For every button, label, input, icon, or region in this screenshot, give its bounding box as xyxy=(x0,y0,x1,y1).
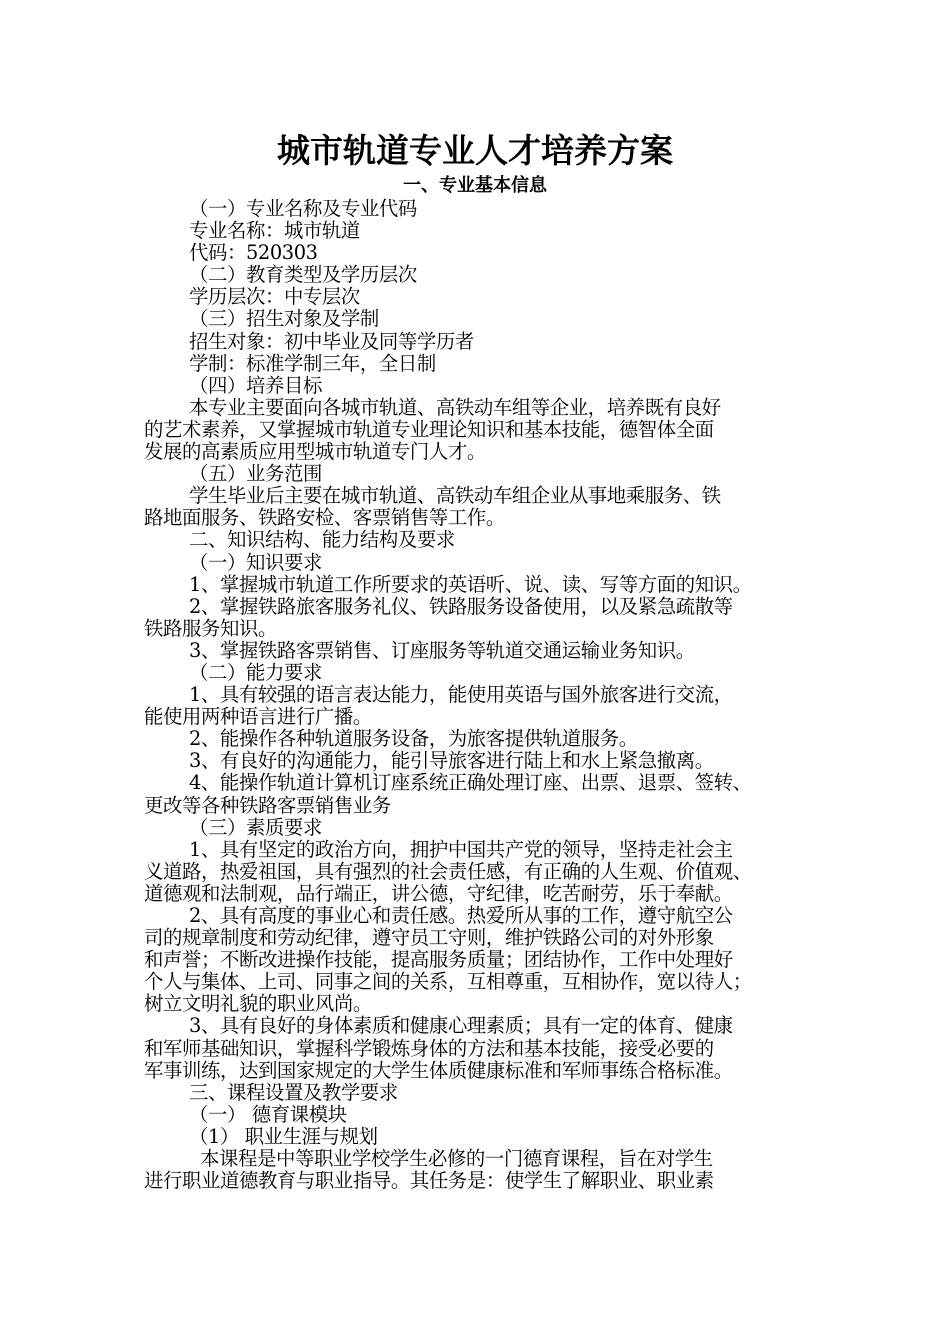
text-line: 2、掌握铁路旅客服务礼仪、铁路服务设备使用，以及紧急疏散等 xyxy=(189,594,733,618)
section-heading: 一、专业基本信息 xyxy=(403,175,547,196)
text-line: （五）业务范围 xyxy=(189,462,322,486)
text-line: 二、知识结构、能力结构及要求 xyxy=(189,528,455,552)
text-line: 代码：520303 xyxy=(189,241,318,265)
text-line: （三）素质要求 xyxy=(189,815,322,839)
text-line: 3、具有良好的身体素质和健康心理素质；具有一定的体育、健康 xyxy=(189,1014,733,1038)
text-line: 个人与集体、上司、同事之间的关系，互相尊重，互相协作，宽以待人； xyxy=(144,970,752,994)
text-line: 3、掌握铁路客票销售、订座服务等轨道交通运输业务知识。 xyxy=(189,638,695,662)
text-line: 铁路服务知识。 xyxy=(144,616,277,640)
text-line: 1、具有较强的语言表达能力，能使用英语与国外旅客进行交流， xyxy=(189,683,733,707)
text-line: （一）知识要求 xyxy=(189,550,322,574)
text-line: 发展的高素质应用型城市轨道专门人才。 xyxy=(144,440,486,464)
text-line: 义道路，热爱祖国，具有强烈的社会责任感，有正确的人生观、价值观、 xyxy=(144,859,752,883)
text-line: （1） 职业生涯与规划 xyxy=(189,1124,378,1148)
text-line: 学历层次：中专层次 xyxy=(189,285,360,309)
text-line: 和声誉；不断改进操作技能，提高服务质量；团结协作，工作中处理好 xyxy=(144,948,733,972)
text-line: （三）招生对象及学制 xyxy=(189,307,379,331)
text-line: 进行职业道德教育与职业指导。其任务是：使学生了解职业、职业素 xyxy=(144,1169,714,1193)
text-line: 4、能操作轨道计算机订座系统正确处理订座、出票、退票、签转、 xyxy=(189,771,752,795)
text-line: 和军师基础知识，掌握科学锻炼身体的方法和基本技能，接受必要的 xyxy=(144,1036,714,1060)
text-line: 2、具有高度的事业心和责任感。热爱所从事的工作，遵守航空公 xyxy=(189,904,733,927)
text-line: 1、掌握城市轨道工作所要求的英语听、说、读、写等方面的知识。 xyxy=(189,572,752,596)
document-title: 城市轨道专业人才培养方案 xyxy=(277,131,673,170)
text-line: 本专业主要面向各城市轨道、高铁动车组等企业，培养既有良好 xyxy=(189,395,721,419)
text-line: （四）培养目标 xyxy=(189,373,322,397)
text-line: 学生毕业后主要在城市轨道、高铁动车组企业从事地乘服务、铁 xyxy=(189,484,721,508)
text-line: 司的规章制度和劳动纪律，遵守员工守则，维护铁路公司的对外形象 xyxy=(144,926,714,950)
text-line: 更改等各种铁路客票销售业务 xyxy=(144,793,391,817)
text-line: 军事训练，达到国家规定的大学生体质健康标准和军师事练合格标准。 xyxy=(144,1058,733,1082)
text-line: （一）专业名称及专业代码 xyxy=(189,197,417,220)
text-line: 路地面服务、铁路安检、客票销售等工作。 xyxy=(144,506,505,530)
text-line: 3、有良好的沟通能力，能引导旅客进行陆上和水上紧急撤离。 xyxy=(189,749,714,773)
text-line: 的艺术素养，又掌握城市轨道专业理论知识和基本技能，德智体全面 xyxy=(144,417,714,441)
text-line: 学制：标准学制三年，全日制 xyxy=(189,351,436,375)
text-line: 2、能操作各种轨道服务设备，为旅客提供轨道服务。 xyxy=(189,727,638,751)
text-line: （二）能力要求 xyxy=(189,660,322,684)
text-line: 道德观和法制观，品行端正，讲公德，守纪律，吃苦耐劳，乐于奉献。 xyxy=(144,881,733,905)
text-line: 招生对象：初中毕业及同等学历者 xyxy=(189,329,474,353)
text-line: 树立文明礼貌的职业风尚。 xyxy=(144,992,372,1016)
text-line: （二）教育类型及学历层次 xyxy=(189,263,417,287)
text-line: 三、课程设置及教学要求 xyxy=(189,1080,398,1104)
document-body xyxy=(144,198,816,1192)
text-line: 能使用两种语言进行广播。 xyxy=(144,705,372,729)
text-line: 1、具有坚定的政治方向，拥护中国共产党的领导，坚持走社会主 xyxy=(189,837,733,861)
text-line: 本课程是中等职业学校学生必修的一门德育课程，旨在对学生 xyxy=(200,1147,713,1171)
text-line: （一） 德育课模块 xyxy=(189,1102,347,1126)
text-line: 专业名称：城市轨道 xyxy=(189,219,360,243)
